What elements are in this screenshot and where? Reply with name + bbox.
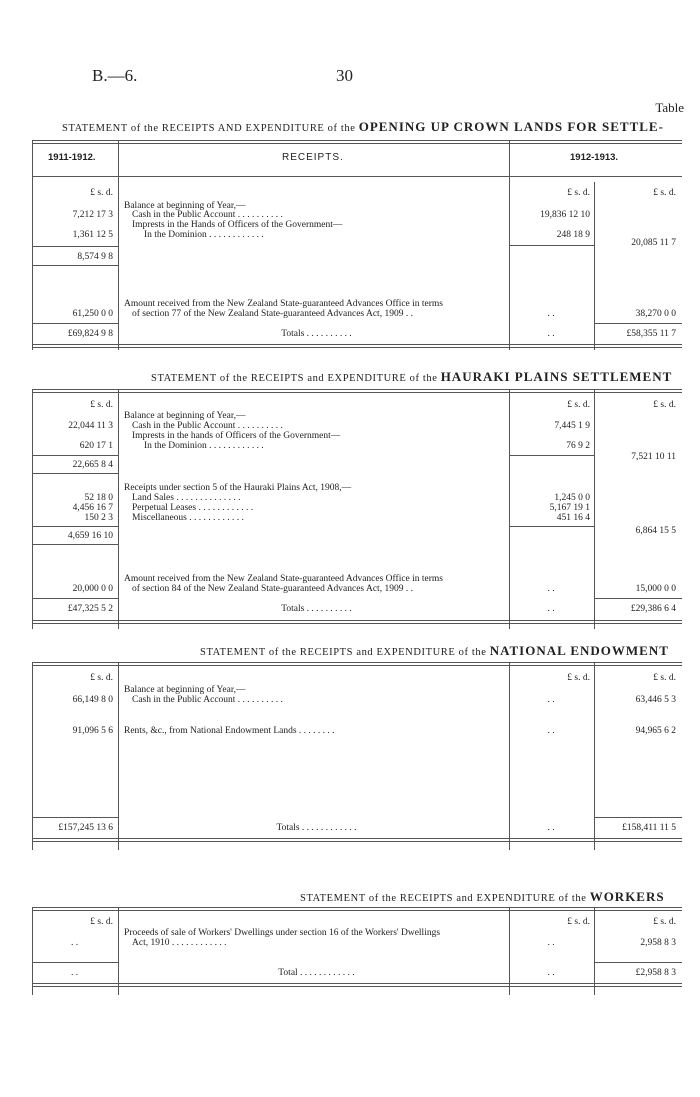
currency-header-left: £ s. d.: [90, 917, 113, 927]
amount-cell: 15,000 0 0: [635, 584, 676, 594]
amount-cell: 61,250 0 0: [72, 309, 113, 319]
row-label: Proceeds of sale of Workers' Dwellings under section 16 of the Workers' Dwellings: [124, 928, 441, 938]
page-reference: B.—6.: [92, 66, 138, 85]
total-cell: . .: [547, 604, 555, 614]
currency-header-r2: £ s. d.: [653, 400, 676, 410]
totals-label: Totals . . . . . . . . . .: [281, 604, 352, 614]
amount-cell: . .: [547, 726, 555, 736]
amount-cell: . .: [70, 938, 79, 948]
subtotal-cell: 4,659 16 10: [67, 531, 113, 541]
currency-header-r1: £ s. d.: [567, 917, 590, 927]
totals-label: Totals . . . . . . . . . . . .: [276, 823, 357, 833]
total-cell: . .: [547, 823, 555, 833]
currency-header-r1: £ s. d.: [567, 673, 590, 683]
row-label: In the Dominion . . . . . . . . . . . .: [144, 230, 264, 240]
amount-cell: 2,958 8 3: [640, 938, 676, 948]
subtotal-cell: 6,864 15 5: [635, 526, 676, 536]
row-label: Act, 1910 . . . . . . . . . . . .: [132, 938, 227, 948]
column-header-1911-1912: 1911-1912.: [48, 152, 96, 163]
row-label: Balance at beginning of Year,—: [124, 411, 246, 421]
row-label: Balance at beginning of Year,—: [124, 685, 246, 695]
amount-cell: 451 16 4: [556, 513, 590, 523]
subtotal-cell: 20,085 11 7: [631, 238, 676, 248]
subtotal-cell: 22,665 8 4: [72, 460, 113, 470]
row-label: Imprests in the hands of Officers of the Government—: [132, 431, 341, 441]
amount-cell: 7,445 1 9: [554, 421, 590, 431]
page-number: 30: [336, 66, 353, 85]
row-label: Cash in the Public Account . . . . . . . . . .: [132, 210, 283, 220]
statement-1-title: STATEMENT of the RECEIPTS AND EXPENDITURE of the OPENING UP CROWN LANDS FOR SETTLE-: [62, 119, 664, 134]
column-header-1912-1913: 1912-1913.: [570, 152, 619, 163]
amount-cell: 91,096 5 6: [72, 726, 113, 736]
totals-label: Totals . . . . . . . . . .: [281, 329, 352, 339]
amount-cell: 1,245 0 0: [554, 493, 590, 503]
currency-header-left: £ s. d.: [90, 673, 113, 683]
currency-header-r1: £ s. d.: [567, 188, 590, 198]
statement-3-title: STATEMENT of the RECEIPTS and EXPENDITURE of the NATIONAL ENDOWMENT: [200, 643, 669, 658]
table-label: Table: [655, 100, 684, 115]
total-cell: . .: [547, 329, 555, 339]
amount-cell: 7,212 17 3: [72, 210, 113, 220]
currency-header-left: £ s. d.: [90, 188, 113, 198]
amount-cell: . .: [547, 938, 555, 948]
row-label: Miscellaneous . . . . . . . . . . . .: [132, 513, 244, 523]
total-cell: £29,386 6 4: [630, 604, 676, 614]
amount-cell: . .: [547, 309, 555, 319]
row-label: Cash in the Public Account . . . . . . . . . .: [132, 695, 283, 705]
amount-cell: 38,270 0 0: [635, 309, 676, 319]
total-cell: £157,245 13 6: [58, 823, 113, 833]
amount-cell: 63,446 5 3: [635, 695, 676, 705]
column-header-receipts: RECEIPTS.: [282, 152, 344, 163]
statement-4-title: STATEMENT of the RECEIPTS and EXPENDITURE of the WORKERS: [300, 889, 665, 904]
subtotal-cell: 8,574 9 8: [77, 252, 113, 262]
amount-cell: 76 9 2: [566, 441, 590, 451]
amount-cell: 66,149 8 0: [72, 695, 113, 705]
row-label: Rents, &c., from National Endowment Lands . . . . . . . .: [124, 726, 335, 736]
amount-cell: . .: [547, 695, 555, 705]
total-cell: . .: [547, 968, 555, 978]
row-label: Land Sales . . . . . . . . . . . . . .: [132, 493, 241, 503]
total-cell: £158,411 11 5: [622, 823, 676, 833]
row-label: of section 77 of the New Zealand State-guaranteed Advances Act, 1909 . .: [132, 309, 413, 319]
currency-header-left: £ s. d.: [90, 400, 113, 410]
total-cell: £2,958 8 3: [635, 968, 676, 978]
statement-2-title: STATEMENT of the RECEIPTS and EXPENDITURE of the HAURAKI PLAINS SETTLEMENT: [151, 369, 673, 384]
amount-cell: 150 2 3: [84, 513, 113, 523]
row-label: Cash in the Public Account . . . . . . . . . .: [132, 421, 283, 431]
row-label: Receipts under section 5 of the Hauraki Plains Act, 1908,—: [124, 483, 352, 493]
currency-header-r2: £ s. d.: [653, 188, 676, 198]
currency-header-r1: £ s. d.: [567, 400, 590, 410]
total-cell: £47,325 5 2: [67, 604, 113, 614]
currency-header-r2: £ s. d.: [653, 917, 676, 927]
amount-cell: 248 18 9: [556, 230, 590, 240]
amount-cell: 94,965 6 2: [635, 726, 676, 736]
amount-cell: 1,361 12 5: [72, 230, 113, 240]
amount-cell: 620 17 1: [79, 441, 113, 451]
row-label: Balance at beginning of Year,—: [124, 201, 246, 211]
subtotal-cell: 7,521 10 11: [631, 452, 676, 462]
amount-cell: 52 18 0: [84, 493, 113, 503]
amount-cell: 19,836 12 10: [540, 210, 590, 220]
currency-header-r2: £ s. d.: [653, 673, 676, 683]
total-cell: . .: [70, 968, 79, 978]
row-label: of section 84 of the New Zealand State-guaranteed Advances Act, 1909 . .: [132, 584, 413, 594]
amount-cell: . .: [547, 584, 555, 594]
amount-cell: 20,000 0 0: [72, 584, 113, 594]
row-label: Imprests in the Hands of Officers of the Government—: [132, 220, 343, 230]
total-label: Total . . . . . . . . . . . .: [278, 968, 355, 978]
row-label: Amount received from the New Zealand State-guaranteed Advances Office in terms: [124, 574, 444, 584]
row-label: Amount received from the New Zealand State-guaranteed Advances Office in terms: [124, 299, 444, 309]
total-cell: £69,824 9 8: [67, 329, 113, 339]
row-label: Perpetual Leases . . . . . . . . . . . .: [132, 503, 254, 513]
amount-cell: 4,456 16 7: [72, 503, 113, 513]
amount-cell: 5,167 19 1: [549, 503, 590, 513]
total-cell: £58,355 11 7: [626, 329, 676, 339]
amount-cell: 22,044 11 3: [68, 421, 113, 431]
row-label: In the Dominion . . . . . . . . . . . .: [144, 441, 264, 451]
